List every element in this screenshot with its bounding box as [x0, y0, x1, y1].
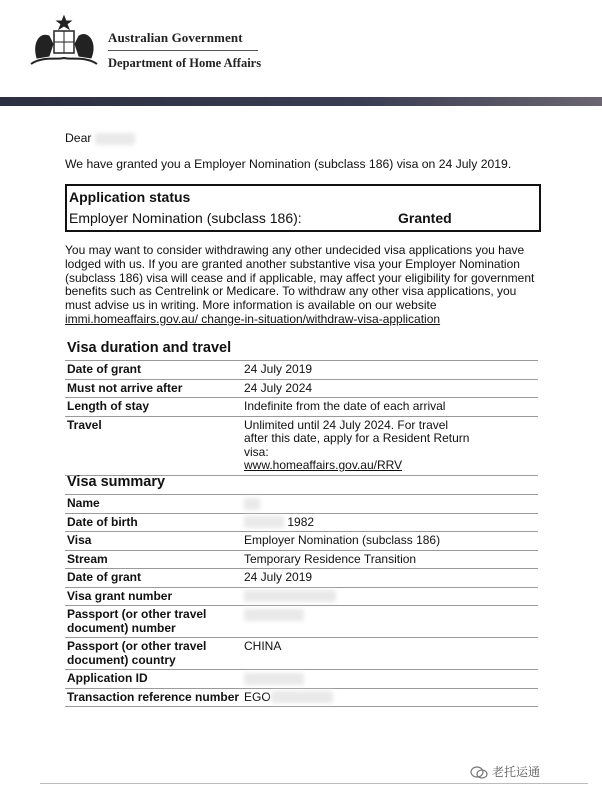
redacted-name — [95, 133, 135, 145]
row-value — [242, 606, 538, 638]
table-row — [65, 398, 538, 417]
table-row — [65, 379, 538, 398]
transaction-prefix: EGO — [244, 689, 271, 704]
row-label: Date of grant — [65, 361, 242, 380]
watermark — [470, 763, 540, 780]
row-value: Indefinite from the date of each arrival — [242, 398, 538, 417]
redacted-value — [271, 691, 333, 703]
withdraw-info-link[interactable]: immi.homeaffairs.gov.au/ change-in-situation/withdraw-visa-application — [65, 311, 441, 326]
row-value — [242, 416, 538, 475]
duration-section-title: Visa duration and travel — [67, 340, 232, 356]
status-visa: Employer Nomination (subclass 186): — [69, 210, 302, 226]
table-row — [65, 513, 538, 532]
table-row — [65, 532, 538, 551]
salutation-text: Dear — [65, 131, 92, 145]
table-row — [65, 688, 538, 707]
row-label: Stream — [65, 550, 242, 569]
row-label: Must not arrive after — [65, 379, 242, 398]
row-value: 24 July 2019 — [242, 569, 538, 588]
row-value — [242, 513, 538, 532]
header-band — [0, 97, 602, 106]
row-label: Transaction reference number — [65, 688, 242, 707]
duration-table — [65, 360, 538, 476]
withdraw-notice — [65, 244, 535, 327]
government-name: Australian Government — [108, 30, 243, 45]
row-value — [242, 670, 538, 689]
table-row — [65, 606, 538, 638]
government-name-block — [108, 30, 261, 71]
row-label: Name — [65, 495, 242, 514]
row-label: Visa grant number — [65, 587, 242, 606]
redacted-value — [244, 516, 284, 528]
redacted-value — [244, 498, 260, 510]
row-value: 24 July 2024 — [242, 379, 538, 398]
coat-of-arms-icon — [27, 14, 101, 70]
row-value: CHINA — [242, 638, 538, 670]
watermark-text: 老托运通 — [492, 765, 541, 779]
table-row — [65, 416, 538, 475]
letter-header — [0, 0, 602, 97]
table-row — [65, 495, 538, 514]
redacted-value — [244, 673, 304, 685]
row-label: Travel — [65, 416, 242, 475]
table-row — [65, 587, 538, 606]
redacted-value — [244, 590, 336, 602]
row-label: Passport (or other travel document) number — [65, 606, 242, 638]
row-value: 24 July 2019 — [242, 361, 538, 380]
row-value — [242, 688, 538, 707]
row-value — [242, 495, 538, 514]
status-title: Application status — [69, 189, 191, 205]
table-row — [65, 361, 538, 380]
notice-text: You may want to consider withdrawing any other undecided visa applications you have lodged with us. If you are granted another substantive visa your Employer Nomination (subclass 186) visa will cease and if applicable, may affect your eligibility for government benefits such as Centrelink or Medicare. To withdraw any other visa applications, you must advise us in writing. More information is available on our website — [65, 243, 535, 313]
row-label: Application ID — [65, 670, 242, 689]
row-label: Date of grant — [65, 569, 242, 588]
row-label: Passport (or other travel document) country — [65, 638, 242, 670]
row-value: Employer Nomination (subclass 186) — [242, 532, 538, 551]
row-value: Temporary Residence Transition — [242, 550, 538, 569]
rrv-link[interactable]: www.homeaffairs.gov.au/RRV — [244, 458, 403, 472]
footer-rule — [40, 783, 588, 784]
table-row — [65, 638, 538, 670]
table-row — [65, 569, 538, 588]
row-label: Length of stay — [65, 398, 242, 417]
redacted-value — [244, 609, 304, 621]
application-status-box — [65, 184, 541, 232]
row-label: Visa — [65, 532, 242, 551]
table-row — [65, 550, 538, 569]
summary-section-title: Visa summary — [67, 474, 166, 490]
row-value — [242, 587, 538, 606]
chat-bubble-icon — [470, 766, 488, 780]
header-rule — [108, 50, 258, 51]
travel-text: Unlimited until 24 July 2024. For travel after this date, apply for a Resident Return visa: — [244, 417, 470, 459]
department-name: Department of Home Affairs — [108, 56, 262, 70]
grant-statement: We have granted you a Employer Nomination (subclass 186) visa on 24 July 2019. — [65, 157, 512, 171]
row-label: Date of birth — [65, 513, 242, 532]
summary-table — [65, 494, 538, 707]
status-value: Granted — [398, 210, 452, 226]
salutation — [65, 131, 135, 145]
birth-year: 1982 — [287, 514, 315, 529]
table-row — [65, 670, 538, 689]
